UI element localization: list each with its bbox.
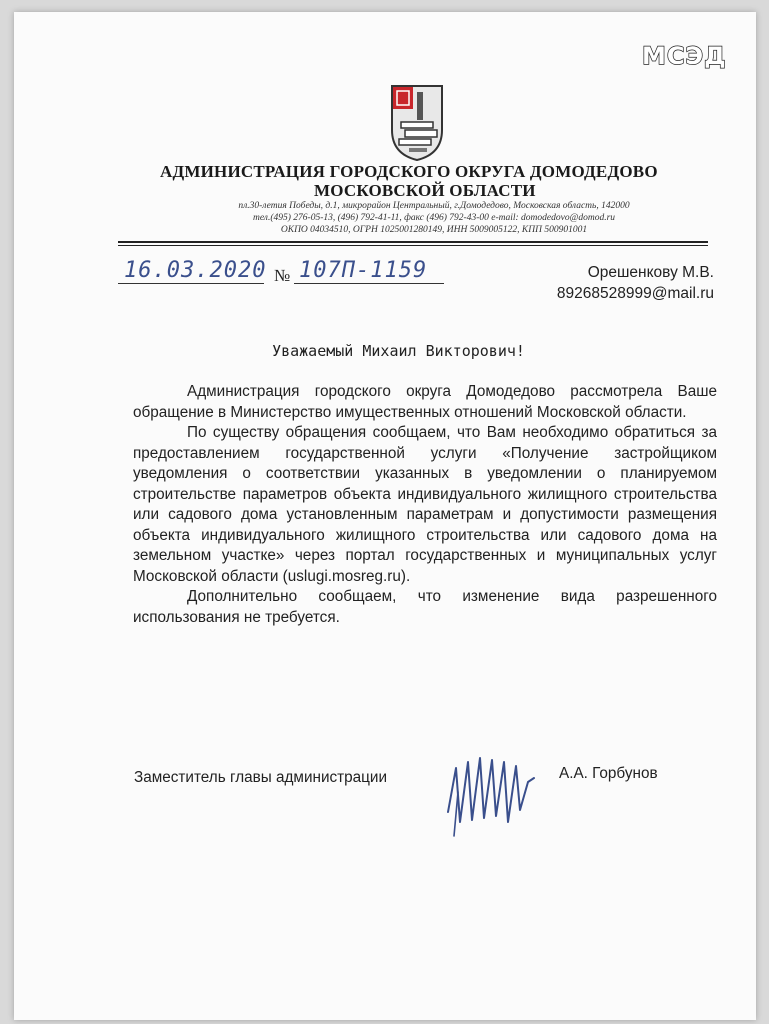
org-title-line2: МОСКОВСКОЙ ОБЛАСТИ (314, 181, 536, 200)
org-title-line1: АДМИНИСТРАЦИЯ ГОРОДСКОГО ОКРУГА ДОМОДЕДОВО (160, 162, 658, 181)
recipient-name: Орешенкову М.В. (587, 264, 714, 281)
number-sign: № (274, 266, 291, 285)
coat-of-arms-icon (387, 82, 447, 162)
greeting: Уважаемый Михаил Викторович! (272, 342, 525, 360)
number-underline (294, 283, 444, 284)
org-codes: ОКПО 04034510, ОГРН 1025001280149, ИНН 5009005122, КПП 500901001 (280, 225, 588, 235)
header-divider-thick (118, 241, 708, 243)
handwritten-signature-icon (446, 752, 538, 840)
org-title (160, 162, 700, 200)
recipient-block (534, 262, 714, 304)
letter-body (133, 382, 717, 628)
document-sheet (14, 12, 756, 1020)
registration-number: 107П-1159 (299, 258, 428, 283)
header-divider-thin (118, 245, 708, 246)
msed-stamp: МСЭД (642, 42, 727, 70)
recipient-email: 89268528999@mail.ru (556, 285, 714, 302)
signatory-role: Заместитель главы администрации (134, 769, 388, 786)
registration-date: 16.03.2020 (124, 258, 267, 283)
org-requisites (184, 200, 684, 236)
org-contacts: тел.(495) 276-05-13, (496) 792-41-11, факс (496) 792-43-00 e-mail: domodedovo@domod.ru (252, 213, 616, 223)
date-underline (118, 283, 264, 284)
paragraph-3: Дополнительно сообщаем, что изменение вида разрешенного использования не требуется. (133, 588, 717, 626)
signatory-name: А.А. Горбунов (559, 765, 658, 782)
org-address: пл.30-летия Победы, д.1, микрорайон Центральный, г.Домодедово, Московская область, 142000 (238, 201, 630, 211)
paragraph-1: Администрация городского округа Домодедово рассмотрела Ваше обращение в Министерство имущественных отношений Московской области. (133, 383, 717, 421)
paragraph-2: По существу обращения сообщаем, что Вам необходимо обратиться за предоставлением государственной услуги «Получение застройщиком уведомления о соответствии указанных в уведомлении о планируемом строительстве параметров объекта индивидуального жилищного строительства или садового дома установленным параметрам и допустимости размещения объекта индивидуального жилищного строительства или садового дома на земельном участке» через портал государственных и муниципальных услуг Московской области (uslugi.mosreg.ru). (133, 424, 717, 585)
